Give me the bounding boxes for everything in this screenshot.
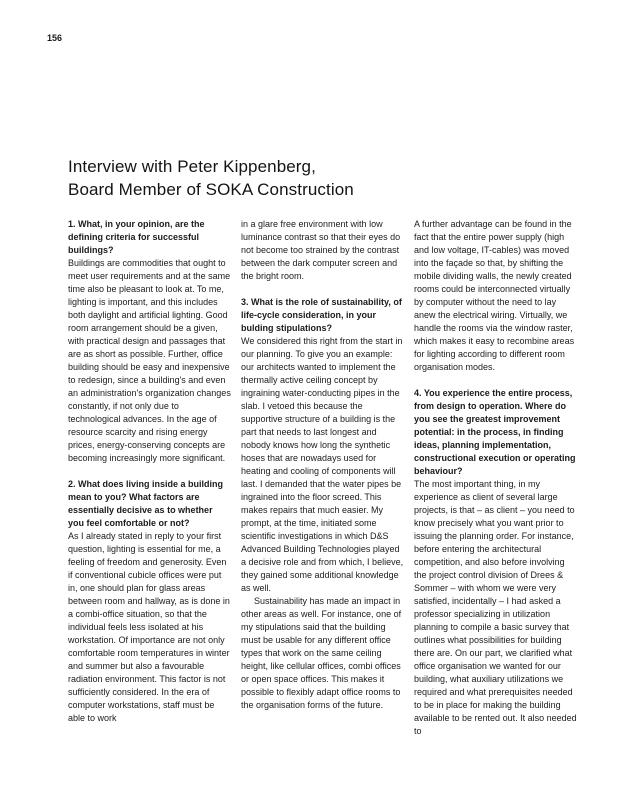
page-title bbox=[68, 155, 354, 201]
page-title-line1: Interview with Peter Kippenberg, bbox=[68, 157, 316, 176]
interview-answer: As I already stated in reply to your first question, lighting is essential for me, a feeling of freedom and generosity. Even if conventional cubicle offices were put in, one should plan for glass areas between room and hallway, as is done in a combi-office situation, so that the individual feels less isolated at his workstation. Of importance are not only comfortable room temperatures in winter and summer but also a favourable radiation environment. This factor is not sufficiently considered. In the era of computer workstations, staff must be able to work bbox=[68, 531, 230, 723]
interview-answer: A further advantage can be found in the fact that the entire power supply (high and low voltage, IT-cables) was moved into the façade so that, by shifting the mobile dividing walls, the newly created rooms could be interconnected virtually by computer without the need to lay anew the electrical wiring. Virtually, we handle the rooms via the window raster, which makes it easy to recombine areas for lighting according to different room organisation modes. bbox=[414, 219, 575, 372]
interview-answer: We considered this right from the start in our planning. To give you an example: our architects wanted to implement the thermally active ceiling concept by ingraining water-conducting pipes in the slab. I vetoed this because the supportive structure of a building is the part that needs to last longest and nobody knows how long the synthetic hoses that are nowadays used for heating and cooling of components will last. I demanded that the water pipes be ingrained into the floor screed. This makes repairs that much easier. My prompt, at the time, initiated some scientific investigations in which D&S Advanced Building Technologies played a decisive role and from which, I believe, they gained some additional knowledge as well. bbox=[241, 336, 404, 593]
interview-answer: The most important thing, in my experience as client of several large projects, is that – as client – you need to know precisely what you want prior to issuing the planning order. For instance, before entering the architectural competition, and also before involving the project control division of Drees & Sommer – with whom we were very satisfied, incidentally – I had asked a professor specializing in utilization planning to compile a basic survey that outlines what possibilities for building there are. On our part, we clarified what office organisation we wanted for our building, what auxiliary utilizations we required and what prerequisites needed to be in place for making the building available to be rented out. It also needed to bbox=[414, 479, 577, 736]
interview-answer: in a glare free environment with low luminance contrast so that their eyes do not become too strained by the contrast between the dark computer screen and the bright room. bbox=[241, 219, 401, 281]
text-column-3 bbox=[414, 218, 577, 738]
text-column-1 bbox=[68, 218, 231, 738]
page-title-line2: Board Member of SOKA Construction bbox=[68, 180, 354, 199]
interview-question: 2. What does living inside a building mean to you? What factors are essentially decisive as to whether you feel comfortable or not? bbox=[68, 479, 224, 528]
interview-answer: Buildings are commodities that ought to meet user requirements and at the same time also be pleasant to look at. To me, lighting is important, and this includes both daylight and artificial lighting. Good room arrangement should be a given, with practical design and passages that are as short as possible. Further, office building should be easy and inexpensive to redesign, since a building's and even an administration's organization changes constantly, if not only due to technological advances. In the age of resource scarcity and rising energy prices, energy-conserving concepts are becoming increasingly more significant. bbox=[68, 258, 231, 463]
interview-question: 4. You experience the entire process, from design to operation. Where do you see the greatest improvement potential: in the process, in finding ideas, planning implementation, constructional execution or operating behaviour? bbox=[414, 388, 576, 476]
page-number: 156 bbox=[47, 33, 63, 43]
interview-question: 1. What, in your opinion, are the defining criteria for successful buildings? bbox=[68, 219, 205, 255]
interview-question: 3. What is the role of sustainability, of life-cycle consideration, in your bulding stipulations? bbox=[241, 297, 402, 333]
text-column-2 bbox=[241, 218, 404, 738]
interview-answer: Sustainability has made an impact in other areas as well. For instance, one of my stipulations said that the building must be usable for any different office types that work on the same ceiling height, like cellular offices, combi offices or open space offices. This makes it possible to flexibly adapt office rooms to the organisation forms of the future. bbox=[241, 596, 402, 710]
text-columns bbox=[68, 218, 577, 738]
